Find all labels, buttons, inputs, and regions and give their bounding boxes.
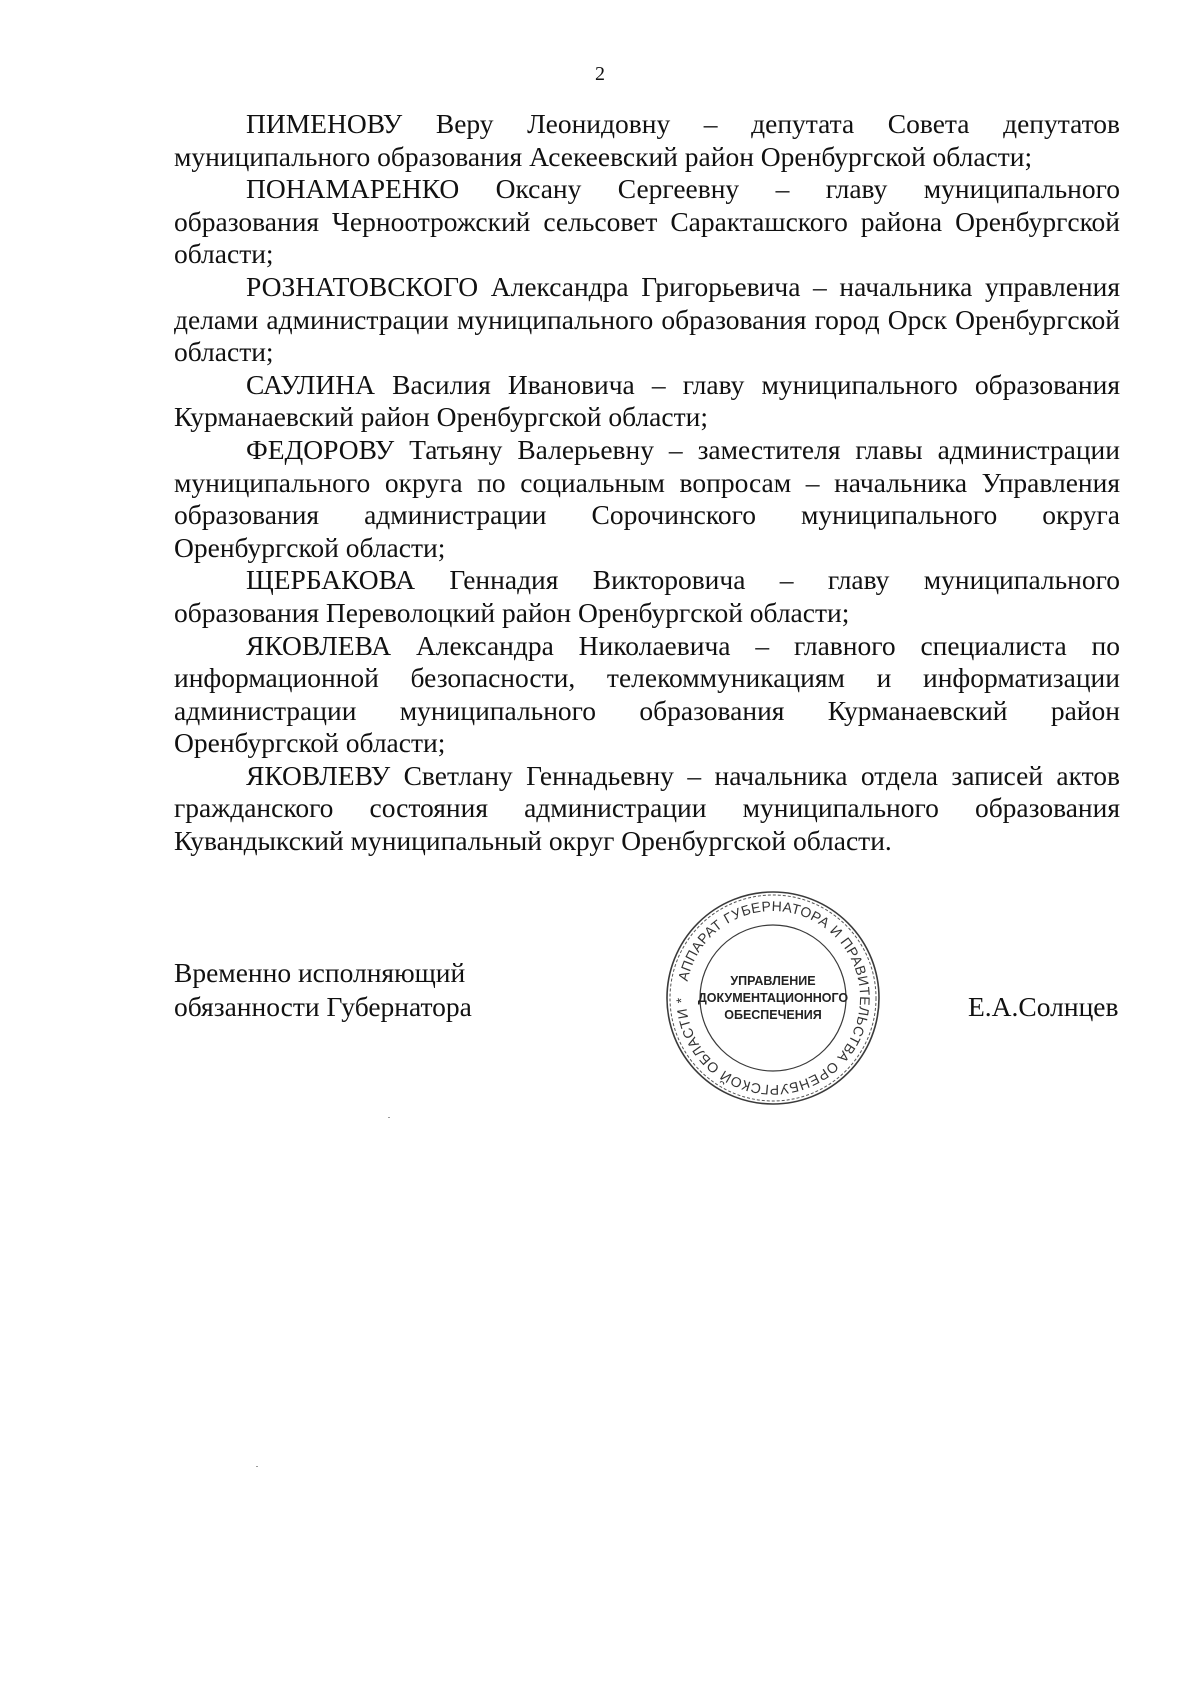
appointee-paragraph: ЯКОВЛЕВУ Светлану Геннадьевну – начальника отдела записей актов гражданского состояния администрации муниципального образования Кувандыкский муниципальный округ Оренбургской области.	[174, 759, 1120, 857]
appointee-paragraph: ЯКОВЛЕВА Александра Николаевича – главного специалиста по информационной безопасности, телекоммуникациям и информатизации администрации муниципального образования Курманаевский район Оренбургской области;	[174, 629, 1120, 759]
signatory-position	[174, 956, 472, 1024]
seal-center-line: УПРАВЛЕНИЕ	[730, 974, 816, 988]
appointee-paragraph: ПИМЕНОВУ Веру Леонидовну – депутата Совета депутатов муниципального образования Асекеевский район Оренбургской области;	[174, 108, 1120, 172]
seal-center-line: ДОКУМЕНТАЦИОННОГО	[697, 991, 849, 1005]
appointee-paragraph: РОЗНАТОВСКОГО Александра Григорьевича – начальника управления делами администрации муниципального образования город Орск Оренбургской области;	[174, 270, 1120, 368]
appointee-paragraph: САУЛИНА Василия Ивановича – главу муниципального образования Курманаевский район Оренбургской области;	[174, 368, 1120, 433]
signatory-position-line: обязанности Губернатора	[174, 991, 472, 1022]
signatory-name: Е.А.Солнцев	[968, 991, 1119, 1022]
appointee-paragraph: ФЕДОРОВУ Татьяну Валерьевну – заместителя главы администрации муниципального округа по социальным вопросам – начальника Управления образования администрации Сорочинского муниципального округа Оренбургской области;	[174, 433, 1120, 563]
appointee-paragraph: ПОНАМАРЕНКО Оксану Сергеевну – главу муниципального образования Черноотрожский сельсовет Саракташского района Оренбургской области;	[174, 173, 1120, 270]
seal-ring-text-path: АППАРАТ ГУБЕРНАТОРА И ПРАВИТЕЛЬСТВА ОРЕНБУРГСКОЙ ОБЛАСТИ *	[672, 897, 874, 1099]
scan-speck	[256, 1466, 258, 1467]
signatory-position-line: Временно исполняющий	[174, 957, 466, 988]
appointee-list	[174, 108, 1120, 858]
scan-speck	[388, 1117, 390, 1118]
seal-graphic	[663, 888, 883, 1108]
seal-center-line: ОБЕСПЕЧЕНИЯ	[724, 1008, 822, 1022]
page-number: 2	[595, 63, 605, 85]
appointee-paragraph: ЩЕРБАКОВА Геннадия Викторовича – главу муниципального образования Переволоцкий район Оренбургской области;	[174, 564, 1120, 628]
official-seal	[663, 888, 883, 1108]
